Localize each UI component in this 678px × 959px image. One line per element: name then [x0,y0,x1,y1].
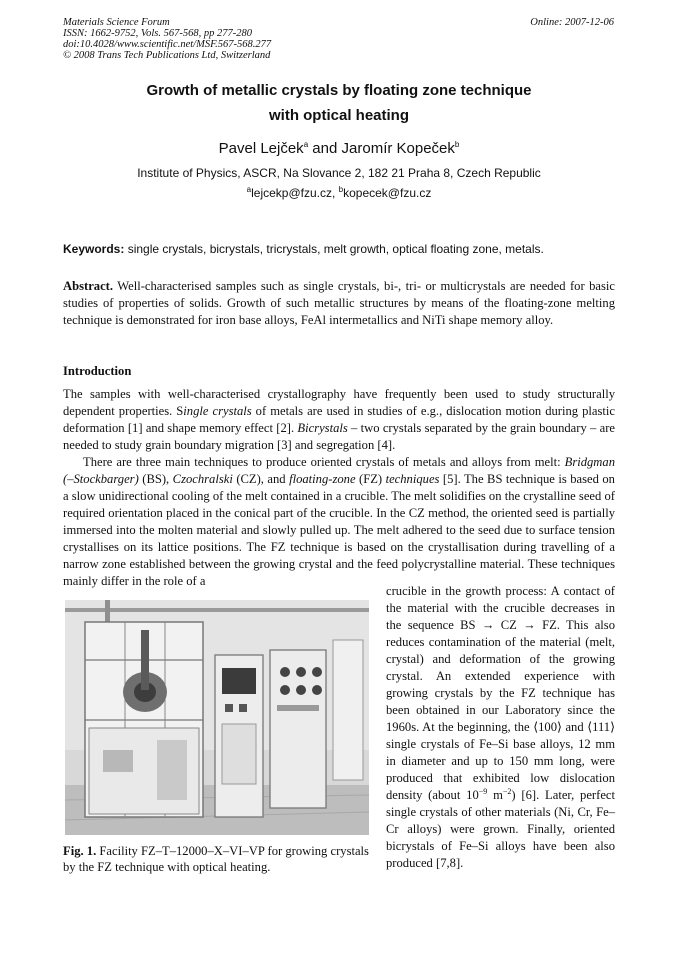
email-mark-a: a [246,185,252,194]
intro-paragraph-2 [63,454,615,590]
emails [0,186,678,200]
author-separator: and [308,140,342,157]
authors [0,140,678,157]
email-a[interactable]: lejcekp@fzu.cz, [251,186,339,200]
text-run: [5]. The BS technique is based on a slow unidirectional cooling of the melt contained in a crucible. The melt solidifies on the crystalline seed of required orientation placed in the conical part of the crucible. In the CZ method, the oriented seed is partially immersed into the molten material and slowly pulled up. The melt adhered to the seed due to surface tension crystallises on its lattice positions. The FZ technique is based on the crystallisation during travelling of a narrow zone established between the growing crystal and the feed polycrystalline material. These techniques mainly differ in the role of a [63,472,615,588]
journal-copyright: © 2008 Trans Tech Publications Ltd, Switzerland [63,50,271,61]
superscript: −2 [502,786,512,796]
italic-run: techniques [385,472,440,486]
text-run: (BS), [138,472,173,486]
email-mark-b: b [338,185,344,194]
text-run: – two crystals separated by the grain boundary – are needed to study grain boundary migration [3] and segregation [4]. [63,421,616,452]
abstract-text: Well-characterised samples such as single crystals, bi-, tri- or multicrystals are needed for basic studies of properties of solids. Growth of such metallic structures by means of the floating-zone melting technique is demonstrated for iron base alloys, FeAl intermetallics and NiTi shape memory alloy. [63,279,615,327]
email-b[interactable]: kopecek@fzu.cz [343,186,432,200]
introduction-body [63,386,615,590]
superscript: −9 [478,786,488,796]
paper-title-line-1: Growth of metallic crystals by floating zone technique [146,82,532,99]
text-run: crucible in the growth process: A contact of the material with the crucible decreases in the sequence BS → CZ → FZ. This also reduces contamination of the material (melt, crystal) and deformation of the growing crystal. An extended experience with growing crystals by the FZ technique has been obtained in our Laboratory since the 1960s. At the beginning, the ⟨100⟩ and ⟨111⟩ single crystals of Fe–Si base alloys, 12 mm in diameter and up to 150 mm long, were produced that exhibited low dislocation density (about 10 [386,584,615,802]
text-run: m [487,788,503,802]
text-run: (FZ) [355,472,386,486]
intro-paragraph-1 [63,386,615,454]
italic-run: ingle crystals [183,404,252,418]
journal-name: Materials Science Forum [63,17,170,28]
author-1: Pavel Lejček [218,140,304,157]
italic-run: floating-zone [289,472,356,486]
author-2: Jaromír Kopeček [341,140,455,157]
abstract-label: Abstract. [63,279,114,293]
abstract [63,278,615,329]
italic-run: Bicrystals [297,421,348,435]
author-1-affiliation: a [303,140,309,149]
figure-caption-text: Facility FZ–T–12000–X–VI–VP for growing crystals by the FZ technique with optical heating. [63,844,369,874]
text-run: ) [6]. Later, perfect single crystals of other materials (Ni, Cr, Fe–Cr alloys) were grown. Finally, oriented bicrystals of Fe–Si alloys have been also produced [7,8]. [386,788,616,870]
introduction-heading: Introduction [63,364,132,378]
figure-1-photo [65,600,369,835]
figure-label: Fig. 1. [63,844,97,858]
author-2-affiliation: b [454,140,460,149]
keywords-label: Keywords: [63,242,125,256]
journal-header [63,17,271,61]
text-run: of metals are used in studies of e.g., dislocation motion during plastic deformation [1] and shape memory effect [2]. [63,404,615,435]
paper-title-line-2: with optical heating [268,107,409,124]
online-date: Online: 2007-12-06 [530,17,614,28]
journal-issn: ISSN: 1662-9752, Vols. 567-568, pp 277-280 [63,28,252,39]
italic-run: Bridgman (–Stockbarger) [63,455,615,486]
text-run: There are three main techniques to produce oriented crystals of metals and alloys from melt: [83,455,565,469]
institute: Institute of Physics, ASCR, Na Slovance 2, 182 21 Praha 8, Czech Republic [137,166,541,180]
keywords-text: single crystals, bicrystals, tricrystals, melt growth, optical floating zone, metals. [124,242,544,256]
intro-paragraph-3 [386,583,615,872]
text-run: (CZ), and [232,472,290,486]
italic-run: Czochralski [172,472,233,486]
figure-1-caption [63,843,373,875]
journal-doi: doi:10.4028/www.scientific.net/MSF.567-568.277 [63,39,272,50]
furnace-facility-illustration [65,600,369,835]
keywords [63,242,619,256]
text-run: The samples with well-characterised crystallography have frequently been used to study structurally dependent properties. S [63,387,615,418]
